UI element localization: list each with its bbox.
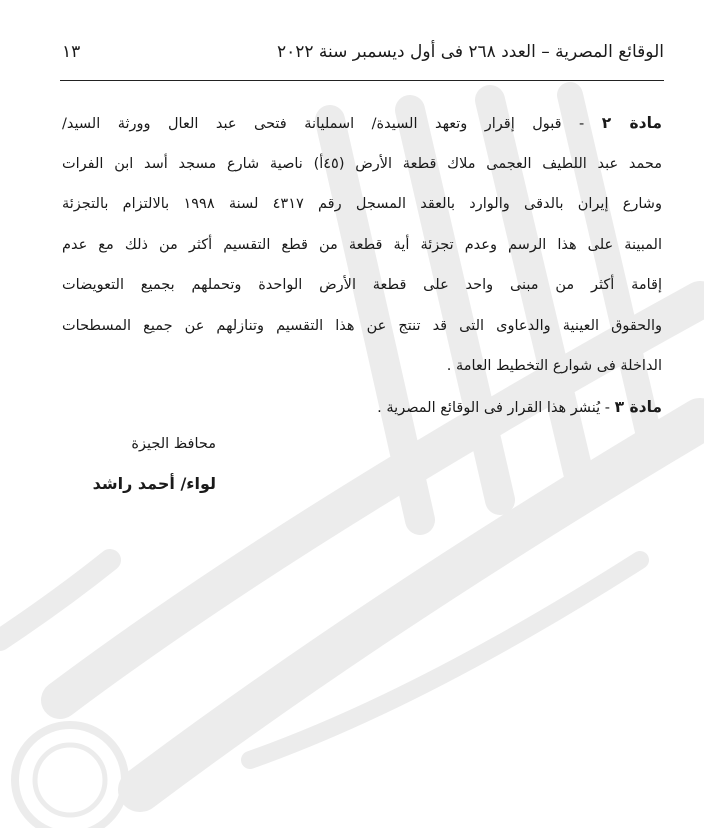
article-3-label: مادة ٣: [614, 397, 662, 416]
body-text: [62, 103, 662, 427]
header-divider: [60, 80, 664, 81]
signature-block: [76, 428, 216, 502]
article-2-line-3: وشارع إيران بالدقى والوارد بالعقد المسجل رقم ٤٣١٧ لسنة ١٩٩٨ بالالتزام بالتجزئة: [62, 196, 662, 212]
article-2-line-4: المبينة على هذا الرسم وعدم تجزئة أية قطعة من قطع التقسيم أكثر من ذلك مع عدم: [62, 236, 662, 253]
article-3-line-1: - يُنشر هذا القرار فى الوقائع المصرية .: [377, 399, 615, 416]
page-header: [62, 36, 664, 68]
text-line: [62, 387, 662, 428]
article-2-line-7: الداخلة فى شوارع التخطيط العامة .: [446, 358, 662, 374]
article-2-line-5: إقامة أكثر من مبنى واحد على قطعة الأرض الواحدة وتحملهم بجميع التعويضات: [62, 277, 662, 293]
article-2-line-6: والحقوق العينية والدعاوى التى قد تنتج عن هذا التقسيم وتنازلهم عن جميع المسطحات: [62, 317, 662, 334]
header-title: الوقائع المصرية – العدد ٢٦٨ فى أول ديسمبر سنة ٢٠٢٢: [276, 42, 664, 62]
article-2-line-2: محمد عبد اللطيف العجمى ملاك قطعة الأرض (٤٥أ) ناصية شارع مسجد أسد ابن الفرات: [62, 155, 662, 172]
page-number: ١٣: [62, 42, 81, 62]
article-2-label: مادة ٢: [601, 114, 662, 132]
article-2-line-1: - قبول إقرار وتعهد السيدة/ اسمليانة فتحى عبد العال وورثة السيد/: [62, 116, 602, 132]
text-line: [62, 103, 662, 144]
signatory-title: محافظ الجيزة: [131, 436, 216, 452]
signatory-name: لواء/ أحمد راشد: [92, 474, 216, 493]
